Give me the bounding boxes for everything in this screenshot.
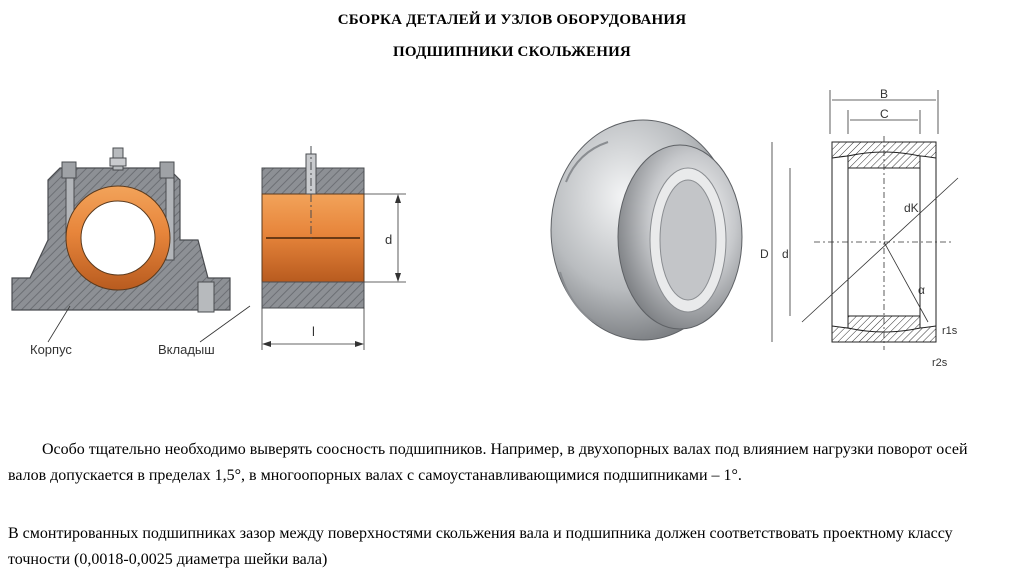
dim-B-label: B bbox=[880, 88, 889, 101]
paragraph-alignment: Особо тщательно необходимо выверять соосность подшипников. Например, в двухопорных валах под влиянием нагрузки поворот осей валов допускается в пределах 1,5°, в многоопорных валах с самоустанавливающимися подшипниками – 1°. bbox=[8, 441, 968, 484]
liner-side-view bbox=[262, 146, 406, 350]
spherical-bearing-drawing bbox=[752, 88, 972, 388]
dim-l-label: l bbox=[312, 324, 315, 339]
dim-d-label: d bbox=[782, 247, 789, 261]
liner-section bbox=[66, 186, 170, 290]
liner-label: Вкладыш bbox=[158, 342, 215, 357]
plain-bearing-figure bbox=[0, 110, 420, 410]
dim-r1s-label: r1s bbox=[942, 325, 958, 337]
spherical-bearing-image bbox=[548, 112, 758, 362]
paragraph-clearance: В смонтированных подшипниках зазор между поверхностями скольжения вала и подшипника должен соответствовать проектному классу точности (0,0018-0,0025 диаметра шейки вала) bbox=[8, 525, 953, 568]
housing-label: Корпус bbox=[30, 342, 72, 357]
dim-alpha-label: α bbox=[918, 283, 925, 297]
dim-dK-label: dK bbox=[904, 201, 919, 215]
dim-C-label: C bbox=[880, 107, 889, 121]
page-title: СБОРКА ДЕТАЛЕЙ И УЗЛОВ ОБОРУДОВАНИЯ bbox=[337, 12, 687, 28]
page-subtitle: ПОДШИПНИКИ СКОЛЬЖЕНИЯ bbox=[393, 44, 631, 60]
dim-D-label: D bbox=[760, 247, 769, 261]
dim-r2s-label: r2s bbox=[932, 357, 948, 369]
dim-d-label: d bbox=[385, 232, 393, 247]
